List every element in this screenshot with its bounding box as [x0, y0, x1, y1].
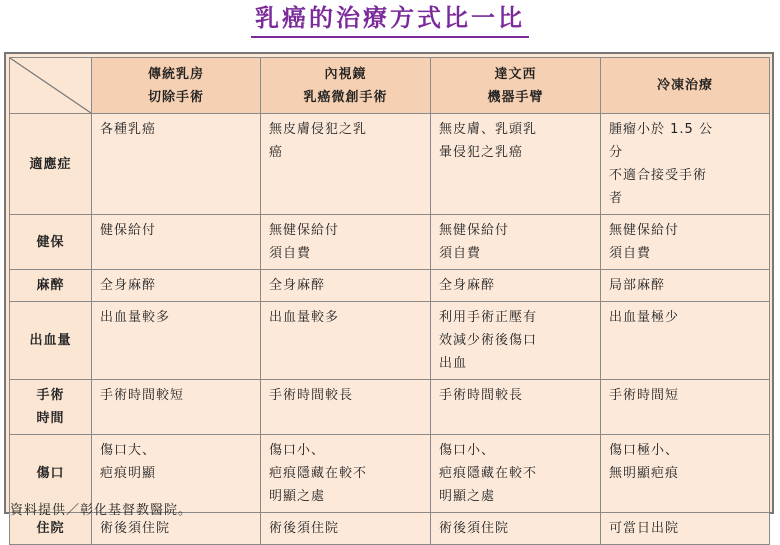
- table-cell: 全身麻醉: [431, 270, 601, 302]
- table-cell: 手術時間較長: [431, 380, 601, 435]
- table-row-insurance: [10, 215, 770, 270]
- corner-cell: [10, 58, 92, 114]
- row-header-hospital-stay: 住院: [10, 513, 92, 545]
- table-cell: 傷口小、 疤痕隱藏在較不 明顯之處: [261, 435, 431, 513]
- page-title-wrap: [0, 2, 780, 46]
- table-cell: 局部麻醉: [601, 270, 770, 302]
- table-cell: 健保給付: [92, 215, 261, 270]
- table-cell: 各種乳癌: [92, 114, 261, 215]
- table-row-bleeding: [10, 302, 770, 380]
- page-title: 乳癌的治療方式比一比: [251, 2, 529, 38]
- table-cell: 腫瘤小於 1.5 公 分 不適合接受手術 者: [601, 114, 770, 215]
- row-header-insurance: 健保: [10, 215, 92, 270]
- table-row-indication: [10, 114, 770, 215]
- table-cell: 傷口極小、 無明顯疤痕: [601, 435, 770, 513]
- table-cell: 可當日出院: [601, 513, 770, 545]
- table-cell: 手術時間較長: [261, 380, 431, 435]
- table-row-anesthesia: [10, 270, 770, 302]
- source-footer: 資料提供／彰化基督教醫院。: [10, 503, 193, 518]
- table-cell: 傷口小、 疤痕隱藏在較不 明顯之處: [431, 435, 601, 513]
- row-header-indication: 適應症: [10, 114, 92, 215]
- table-cell: 無皮膚、乳頭乳 暈侵犯之乳癌: [431, 114, 601, 215]
- row-header-surgery-time: 手術 時間: [10, 380, 92, 435]
- row-header-wound: 傷口: [10, 435, 92, 513]
- table-cell: 出血量較多: [261, 302, 431, 380]
- comparison-frame: [4, 52, 774, 536]
- header-row: [10, 58, 770, 114]
- table-cell: 無健保給付 須自費: [261, 215, 431, 270]
- column-header-traditional: 傳統乳房 切除手術: [92, 58, 261, 114]
- table-cell: 無健保給付 須自費: [431, 215, 601, 270]
- row-header-bleeding: 出血量: [10, 302, 92, 380]
- table-row-surgery-time: [10, 380, 770, 435]
- table-cell: 術後須住院: [92, 513, 261, 545]
- table-cell: 無皮膚侵犯之乳 癌: [261, 114, 431, 215]
- column-header-cryo: 冷凍治療: [601, 58, 770, 114]
- table-cell: 出血量較多: [92, 302, 261, 380]
- diagonal-divider: [10, 58, 91, 113]
- row-header-anesthesia: 麻醉: [10, 270, 92, 302]
- table-cell: 出血量極少: [601, 302, 770, 380]
- table-cell: 無健保給付 須自費: [601, 215, 770, 270]
- table-cell: 傷口大、 疤痕明顯: [92, 435, 261, 513]
- table-cell: 全身麻醉: [261, 270, 431, 302]
- table-cell: 術後須住院: [261, 513, 431, 545]
- table-cell: 術後須住院: [431, 513, 601, 545]
- table-cell: 手術時間較短: [92, 380, 261, 435]
- column-header-endoscopic: 內視鏡 乳癌微創手術: [261, 58, 431, 114]
- table-cell: 利用手術正壓有 效減少術後傷口 出血: [431, 302, 601, 380]
- table-cell: 手術時間短: [601, 380, 770, 435]
- column-header-davinci: 達文西 機器手臂: [431, 58, 601, 114]
- table-cell: 全身麻醉: [92, 270, 261, 302]
- comparison-table: [9, 57, 770, 545]
